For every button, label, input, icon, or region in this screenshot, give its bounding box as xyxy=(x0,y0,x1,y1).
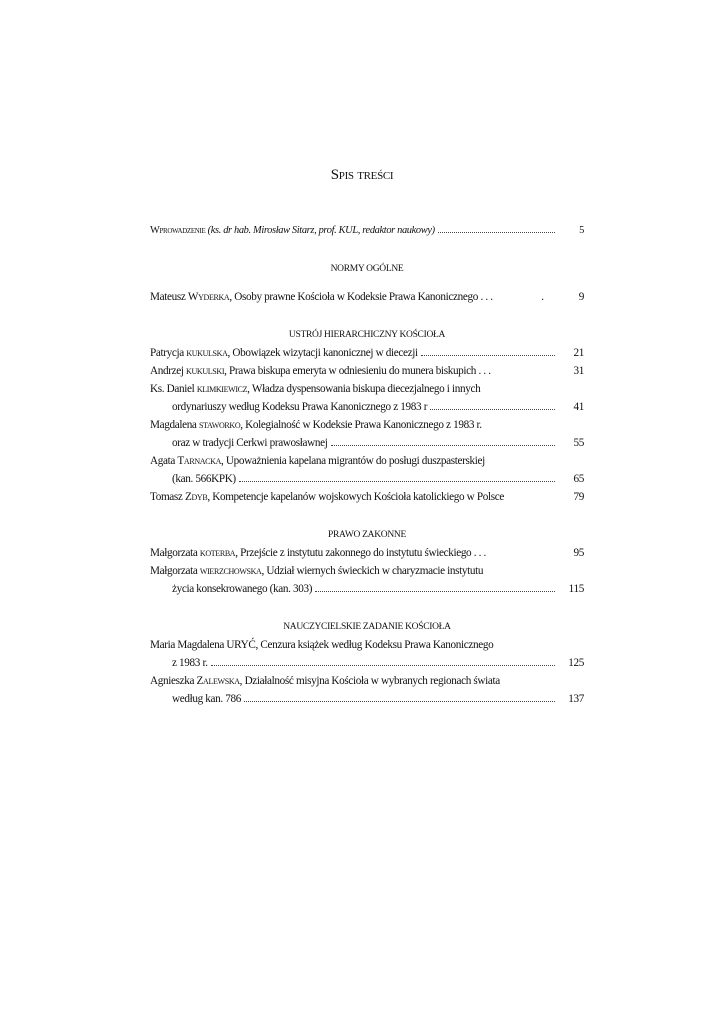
entry-title: , Prawa biskupa emeryta w odniesieniu do munera biskupich . . . xyxy=(224,365,491,377)
toc-entry[interactable] xyxy=(150,636,584,672)
author-surname: Zalewska xyxy=(196,675,240,687)
entry-title: , Upoważnienia kapelana migrantów do posługi duszpasterskiej xyxy=(221,455,485,467)
toc-entry-intro[interactable] xyxy=(150,222,584,240)
dot-leader xyxy=(211,664,555,666)
author-surname: kukulska xyxy=(186,347,228,359)
dot-leader xyxy=(438,231,555,233)
toc-entry[interactable] xyxy=(150,344,584,362)
entry-title-continued: według kan. 786 xyxy=(172,693,242,705)
toc-entry[interactable] xyxy=(150,380,584,416)
author-first-name: Tomasz xyxy=(150,491,183,503)
author-surname: staworko xyxy=(199,419,241,431)
author-first-name: Małgorzata xyxy=(150,565,198,577)
author-first-name: Agnieszka xyxy=(150,675,195,687)
author-surname: wierzchowska xyxy=(199,565,262,577)
author-surname: kukulski xyxy=(186,365,225,377)
entry-title: , Cenzura książek według Kodeksu Prawa Kanonicznego xyxy=(255,639,494,651)
intro-author-note: (ks. dr hab. Mirosław Sitarz, prof. KUL, redaktor naukowy) xyxy=(207,225,435,236)
toc-entry[interactable] xyxy=(150,416,584,452)
toc-entry[interactable] xyxy=(150,672,584,708)
author-first-name: Andrzej xyxy=(150,365,184,377)
dot-leader xyxy=(331,444,555,446)
toc-entry[interactable] xyxy=(150,362,584,380)
page-number: 21 xyxy=(573,347,584,359)
entry-title: , Obowiązek wizytacji kanonicznej w diecezji xyxy=(227,347,418,359)
section-heading: NAUCZYCIELSKIE ZADANIE KOŚCIOŁA xyxy=(283,622,451,632)
page-number: 137 xyxy=(568,693,584,705)
author-first-name: Magdalena xyxy=(150,419,197,431)
intro-label: Wprowadzenie xyxy=(150,225,206,236)
author-first-name: Mateusz xyxy=(150,291,186,303)
author-first-name: Ks. Daniel xyxy=(150,383,195,395)
entry-title: , Kolegialność w Kodeksie Prawa Kanonicznego z 1983 r. xyxy=(240,419,482,431)
page-number: 125 xyxy=(568,657,584,669)
entry-title-continued: życia konsekrowanego (kan. 303) xyxy=(172,583,313,595)
entry-title-continued: oraz w tradycji Cerkwi prawosławnej xyxy=(172,437,328,449)
dot-leader xyxy=(244,700,555,702)
author-first-name: Agata xyxy=(150,455,175,467)
author-surname: URYĆ xyxy=(226,639,256,651)
entry-title: , Udział wiernych świeckich w charyzmacie instytutu xyxy=(261,565,484,577)
author-surname: Zdyb xyxy=(185,491,208,503)
page-number: 5 xyxy=(579,225,584,236)
toc-entry[interactable] xyxy=(150,562,584,598)
author-first-name: Małgorzata xyxy=(150,547,198,559)
entry-title-continued: (kan. 566KPK) xyxy=(172,473,236,485)
toc-entry[interactable] xyxy=(150,288,584,306)
toc-entry[interactable] xyxy=(150,544,584,562)
dot-leader xyxy=(315,590,555,592)
page-number: 9 xyxy=(578,291,584,303)
entry-title: , Przejście z instytutu zakonnego do instytutu świeckiego . . . xyxy=(235,547,486,559)
entry-title-continued: z 1983 r. xyxy=(172,657,208,669)
author-surname: Tarnacka xyxy=(177,455,222,467)
dot-leader: . xyxy=(541,291,546,303)
page-title: Spis treści xyxy=(330,167,394,183)
dot-leader xyxy=(421,354,555,356)
toc-entry[interactable] xyxy=(150,452,584,488)
page-number: 115 xyxy=(568,583,584,595)
entry-title: , Osoby prawne Kościoła w Kodeksie Prawa Kanonicznego . . . xyxy=(229,291,493,303)
entry-title: , Kompetencje kapelanów wojskowych Kościoła katolickiego w Polsce xyxy=(207,491,504,503)
table-of-contents xyxy=(150,222,584,708)
dot-leader xyxy=(239,480,555,482)
section-heading: PRAWO ZAKONNE xyxy=(328,530,406,540)
page-number: 79 xyxy=(573,491,584,503)
entry-title-continued: ordynariuszy według Kodeksu Prawa Kanonicznego z 1983 r xyxy=(172,401,428,413)
page-number: 41 xyxy=(573,401,584,413)
page-number: 55 xyxy=(573,437,584,449)
dot-leader xyxy=(430,408,555,410)
author-surname: koterba xyxy=(199,547,236,559)
page-number: 95 xyxy=(573,547,584,559)
entry-title: , Władza dyspensowania biskupa diecezjalnego i innych xyxy=(247,383,481,395)
section-heading: USTRÓJ HIERARCHICZNY KOŚCIOŁA xyxy=(288,330,446,340)
toc-entry[interactable] xyxy=(150,488,584,506)
author-first-name: Maria Magdalena xyxy=(150,639,224,651)
author-surname: Wyderka xyxy=(187,291,230,303)
author-first-name: Patrycja xyxy=(150,347,184,359)
page-number: 31 xyxy=(573,365,584,377)
entry-title: , Działalność misyjna Kościoła w wybranych regionach świata xyxy=(239,675,500,687)
page-number: 65 xyxy=(573,473,584,485)
section-heading: NORMY OGÓLNE xyxy=(330,264,404,274)
author-surname: klimkiewicz xyxy=(196,383,248,395)
